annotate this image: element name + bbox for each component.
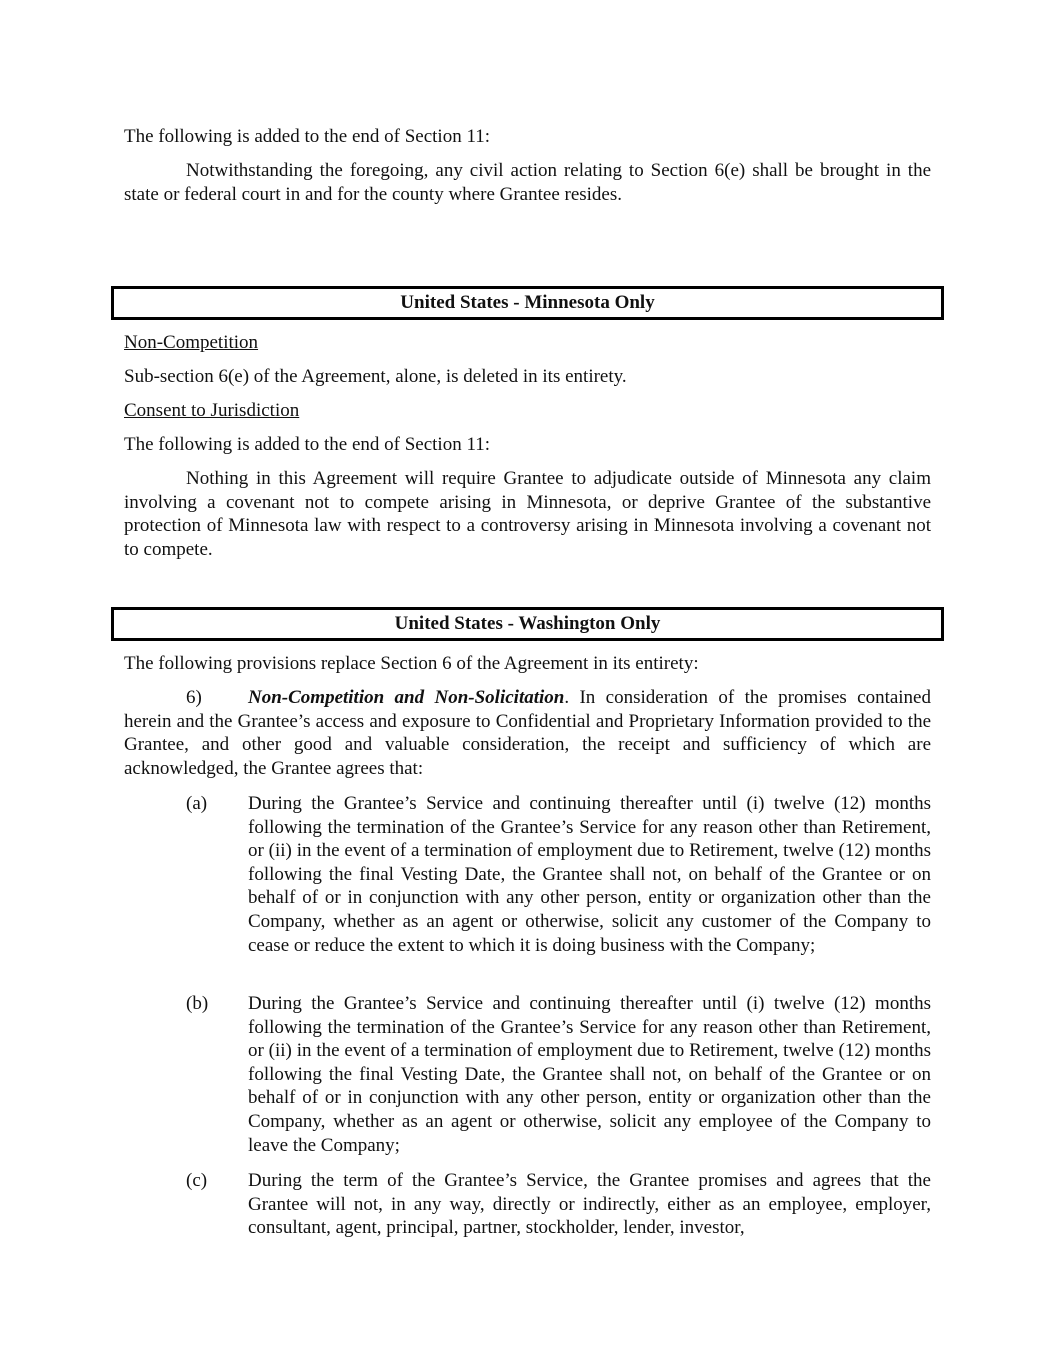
minnesota-added-line: The following is added to the end of Section 11: — [124, 434, 491, 455]
intro-added-line: The following is added to the end of Section 11: — [124, 126, 491, 147]
minnesota-noncompetition-heading — [124, 331, 931, 355]
minnesota-jurisdiction-heading — [124, 399, 931, 423]
item-a-label: (a) — [186, 793, 208, 814]
minnesota-banner: United States - Minnesota Only — [111, 286, 944, 320]
item-c-text: During the term of the Grantee’s Service, the Grantee promises and agrees that the Grantee will not, in any way, directly or indirectly, either as an employee, employer, consultant, agent, principal, partner, stockholder, lender, investor, — [248, 1170, 931, 1239]
noncompetition-heading-text: Non-Competition — [124, 332, 259, 353]
section-number: 6) — [186, 687, 202, 708]
minnesota-subsection-paragraph: Sub-section 6(e) of the Agreement, alone, is deleted in its entirety. — [124, 366, 627, 387]
minnesota-nothing-paragraph: Nothing in this Agreement will require Grantee to adjudicate outside of Minnesota any claim involving a covenant not to compete arising in Minnesota, or deprive Grantee of the substantive protection of Minnesota law with respect to a controversy arising in Minnesota involving a covenant not to compete. — [124, 468, 931, 560]
item-b-label: (b) — [186, 993, 209, 1014]
section-title: Non-Competition and Non-Solicitation — [248, 687, 565, 708]
washington-replace-line: The following provisions replace Section 6 of the Agreement in its entirety: — [124, 653, 699, 674]
jurisdiction-heading-text: Consent to Jurisdiction — [124, 400, 300, 421]
washington-banner: United States - Washington Only — [111, 607, 944, 641]
washington-section-6-paragraph — [124, 686, 931, 780]
section-body: . In consideration of the promises contained herein and the Grantee’s access and exposure to Confidential and Proprietary Information provided to the Grantee, and other good and valuable consideration, the receipt and sufficiency of which are acknowledged, the Grantee agrees that: — [124, 687, 931, 779]
item-b-text: During the Grantee’s Service and continuing thereafter until (i) twelve (12) months following the termination of the Grantee’s Service for any reason other than Retirement, or (ii) in the event of a termination of employment due to Retirement, twelve (12) months following the final Vesting Date, the Grantee shall not, on behalf of the Grantee or on behalf of or in conjunction with any other person, entity or organization other than the Company, whether as an agent or otherwise, solicit any employee of the Company to leave the Company; — [248, 993, 931, 1156]
item-a-text: During the Grantee’s Service and continuing thereafter until (i) twelve (12) months following the termination of the Grantee’s Service for any reason other than Retirement, or (ii) in the event of a termination of employment due to Retirement, twelve (12) months following the final Vesting Date, the Grantee shall not, on behalf of the Grantee or on behalf of or in conjunction with any other person, entity or organization other than the Company, whether as an agent or otherwise, solicit any customer of the Company to cease or reduce the extent to which it is doing business with the Company; — [248, 793, 931, 956]
intro-notwithstanding-paragraph: Notwithstanding the foregoing, any civil action relating to Section 6(e) shall be brought in the state or federal court in and for the county where Grantee resides. — [124, 160, 931, 205]
item-c-label: (c) — [186, 1170, 208, 1191]
